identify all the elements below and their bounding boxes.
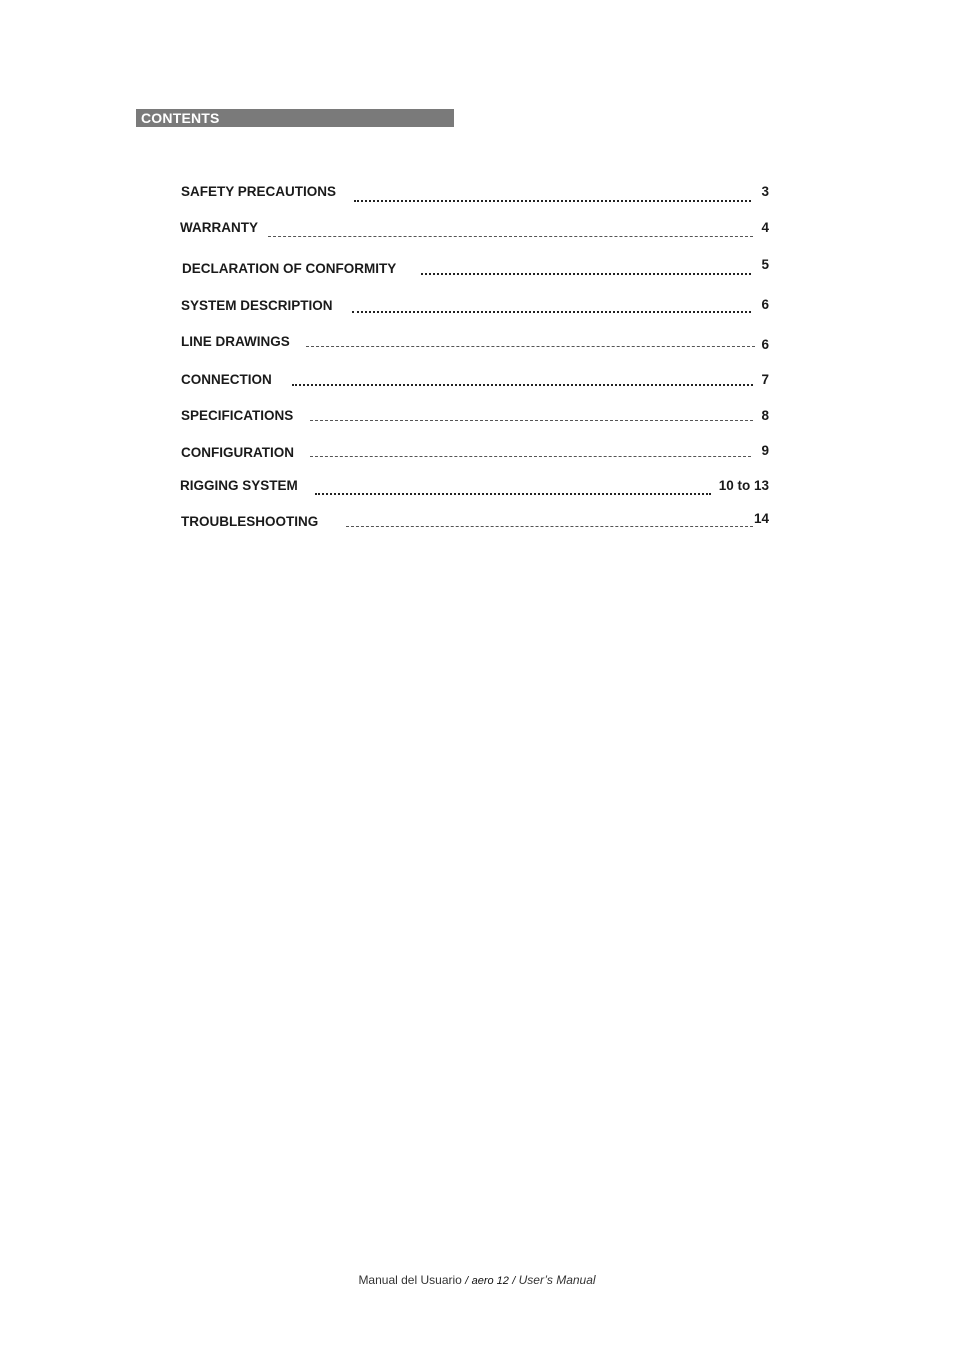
toc-item-page: 8: [761, 408, 769, 423]
toc-leader: [315, 490, 711, 495]
toc-leader: [306, 343, 755, 347]
toc-item-warranty[interactable]: [180, 220, 769, 242]
toc-item-page: 9: [761, 443, 769, 458]
toc-item-page: 7: [761, 372, 769, 387]
toc-item-page: 6: [761, 337, 769, 352]
footer-english-title: User’s Manual: [518, 1273, 596, 1287]
contents-title: CONTENTS: [141, 110, 220, 126]
toc-item-label: SAFETY PRECAUTIONS: [181, 184, 337, 199]
toc-item-troubleshooting[interactable]: [180, 511, 769, 536]
toc-item-label: DECLARATION OF CONFORMITY: [182, 261, 397, 276]
toc-item-line-drawings[interactable]: [180, 334, 769, 356]
footer-separator: /: [465, 1275, 469, 1287]
footer-separator: /: [512, 1275, 516, 1287]
toc-item-connection[interactable]: [180, 372, 769, 394]
toc-item-label: RIGGING SYSTEM: [180, 478, 298, 493]
toc-item-page: 4: [761, 220, 769, 235]
toc-item-system-description[interactable]: [180, 298, 769, 320]
toc-leader: [354, 197, 751, 202]
toc-item-page: 10 to 13: [718, 478, 769, 493]
toc-item-label: CONNECTION: [181, 372, 272, 387]
toc-item-safety-precautions[interactable]: [180, 184, 769, 206]
toc-leader: [346, 523, 753, 527]
toc-item-label: LINE DRAWINGS: [181, 334, 290, 349]
toc-item-specifications[interactable]: [180, 408, 769, 430]
toc-item-page: 3: [761, 184, 769, 199]
toc-item-label: WARRANTY: [180, 220, 258, 235]
toc-item-rigging-system[interactable]: [180, 478, 769, 500]
footer-spanish-title: Manual del Usuario: [358, 1273, 462, 1287]
toc-item-label: CONFIGURATION: [181, 445, 294, 460]
table-of-contents: [0, 0, 954, 600]
toc-leader: [292, 381, 753, 386]
toc-item-page: 14: [753, 511, 769, 526]
toc-item-label: SYSTEM DESCRIPTION: [181, 298, 333, 313]
toc-item-page: 6: [761, 297, 769, 312]
toc-leader: [421, 270, 751, 275]
toc-item-label: SPECIFICATIONS: [181, 408, 294, 423]
page-footer: [0, 1273, 954, 1288]
toc-item-page: 5: [761, 257, 769, 272]
toc-leader: [352, 308, 751, 313]
footer-product-name: aero 12: [471, 1275, 509, 1287]
toc-leader: [268, 233, 753, 237]
toc-item-configuration[interactable]: [180, 445, 769, 467]
toc-item-declaration-of-conformity[interactable]: [180, 257, 769, 283]
toc-item-label: TROUBLESHOOTING: [181, 514, 319, 529]
toc-leader: [310, 417, 753, 421]
toc-leader: [310, 453, 751, 457]
